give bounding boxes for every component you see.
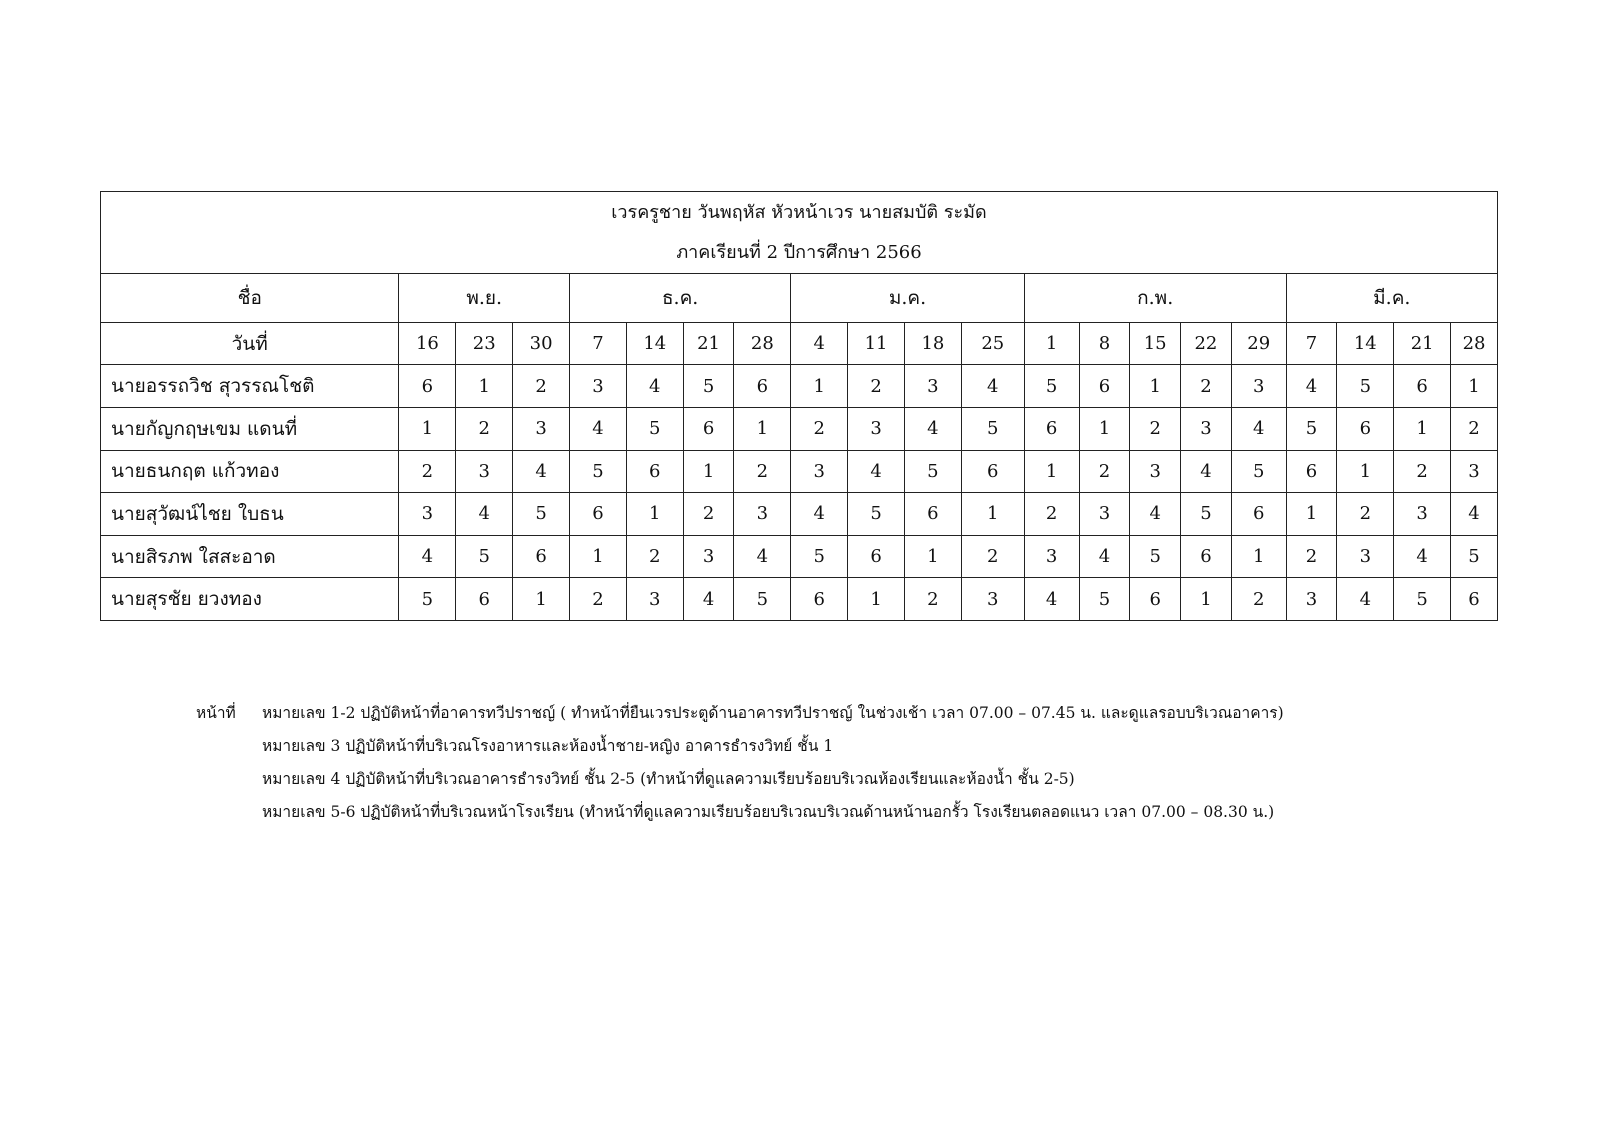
duty-number-cell: 6: [626, 450, 683, 493]
duty-number-cell: 3: [961, 578, 1024, 621]
table-row: [101, 408, 1498, 451]
duty-number-cell: 1: [848, 578, 905, 621]
duty-number-cell: 5: [513, 493, 570, 536]
duty-number-cell: 3: [1451, 450, 1498, 493]
duty-number-cell: 5: [399, 578, 456, 621]
duty-number-cell: 5: [791, 535, 848, 578]
duty-number-cell: 2: [1079, 450, 1130, 493]
duty-number-cell: 3: [791, 450, 848, 493]
table-row: [101, 450, 1498, 493]
duty-number-cell: 4: [399, 535, 456, 578]
title-line-2: ภาคเรียนที่ 2 ปีการศึกษา 2566: [676, 241, 922, 263]
duty-number-cell: 5: [1451, 535, 1498, 578]
duty-number-cell: 5: [1231, 450, 1286, 493]
date-cell: 15: [1130, 322, 1181, 365]
note-line: [196, 730, 1446, 763]
teacher-name: นายกัญกฤษเขม แดนที่: [101, 408, 399, 451]
duty-number-cell: 3: [904, 365, 961, 408]
duty-number-cell: 6: [1337, 408, 1394, 451]
duty-number-cell: 4: [513, 450, 570, 493]
duty-number-cell: 6: [1079, 365, 1130, 408]
duty-number-cell: 1: [1231, 535, 1286, 578]
duty-schedule-table: [100, 191, 1498, 621]
duty-number-cell: 1: [626, 493, 683, 536]
note-text: หมายเลข 5-6 ปฏิบัติหน้าที่บริเวณหน้าโรงเรียน (ทำหน้าที่ดูแลความเรียบร้อยบริเวณบริเวณด้านหน้านอกรั้ว โรงเรียนตลอดแนว เวลา 07.00 – 08.30 น.): [262, 803, 1275, 821]
duty-number-cell: 4: [1337, 578, 1394, 621]
duty-number-cell: 3: [1337, 535, 1394, 578]
duty-number-cell: 3: [1286, 578, 1337, 621]
date-cell: 18: [904, 322, 961, 365]
date-cell: 7: [570, 322, 627, 365]
date-cell: 14: [1337, 322, 1394, 365]
duty-number-cell: 2: [626, 535, 683, 578]
duty-number-cell: 5: [1079, 578, 1130, 621]
duty-number-cell: 5: [683, 365, 734, 408]
duty-number-cell: 1: [1079, 408, 1130, 451]
duty-number-cell: 2: [570, 578, 627, 621]
note-text: หมายเลข 3 ปฏิบัติหน้าที่บริเวณโรงอาหารและห้องน้ำชาย-หญิง อาคารธำรงวิทย์ ชั้น 1: [262, 737, 834, 755]
duty-number-cell: 3: [683, 535, 734, 578]
duty-number-cell: 3: [1079, 493, 1130, 536]
duty-number-cell: 4: [1024, 578, 1079, 621]
duty-number-cell: 1: [570, 535, 627, 578]
month-header: ธ.ค.: [570, 274, 791, 323]
duty-number-cell: 6: [570, 493, 627, 536]
duty-number-cell: 4: [456, 493, 513, 536]
duty-number-cell: 1: [1337, 450, 1394, 493]
note-text: หมายเลข 4 ปฏิบัติหน้าที่บริเวณอาคารธำรงวิทย์ ชั้น 2-5 (ทำหน้าที่ดูแลความเรียบร้อยบริเวณห้องเรียนและห้องน้ำ ชั้น 2-5): [262, 770, 1075, 788]
duty-number-cell: 4: [904, 408, 961, 451]
duty-number-cell: 2: [734, 450, 791, 493]
note-line: [196, 697, 1446, 730]
duty-number-cell: 2: [791, 408, 848, 451]
duty-number-cell: 6: [791, 578, 848, 621]
date-cell: 28: [734, 322, 791, 365]
duty-number-cell: 5: [1394, 578, 1451, 621]
duty-number-cell: 2: [1451, 408, 1498, 451]
teacher-name: นายสิรภพ ใสสะอาด: [101, 535, 399, 578]
date-cell: 11: [848, 322, 905, 365]
date-cell: 23: [456, 322, 513, 365]
duty-number-cell: 5: [904, 450, 961, 493]
duty-number-cell: 1: [904, 535, 961, 578]
duty-number-cell: 5: [1337, 365, 1394, 408]
duty-number-cell: 1: [1130, 365, 1181, 408]
duty-number-cell: 4: [1079, 535, 1130, 578]
duty-number-cell: 5: [456, 535, 513, 578]
duty-number-cell: 5: [626, 408, 683, 451]
date-cell: 25: [961, 322, 1024, 365]
table-row: [101, 493, 1498, 536]
duty-number-cell: 5: [734, 578, 791, 621]
duty-number-cell: 6: [1394, 365, 1451, 408]
duty-number-cell: 3: [1130, 450, 1181, 493]
duty-number-cell: 6: [513, 535, 570, 578]
duty-number-cell: 6: [1130, 578, 1181, 621]
teacher-name: นายอรรถวิช สุวรรณโชติ: [101, 365, 399, 408]
date-cell: 29: [1231, 322, 1286, 365]
teacher-name: นายธนกฤต แก้วทอง: [101, 450, 399, 493]
month-header-row: [101, 274, 1498, 323]
table-title: [101, 192, 1498, 274]
duty-number-cell: 1: [513, 578, 570, 621]
duty-number-cell: 1: [1181, 578, 1232, 621]
table-row: [101, 365, 1498, 408]
duty-number-cell: 2: [848, 365, 905, 408]
duty-number-cell: 6: [683, 408, 734, 451]
duty-number-cell: 1: [734, 408, 791, 451]
duty-number-cell: 2: [1024, 493, 1079, 536]
duty-number-cell: 3: [848, 408, 905, 451]
teacher-name: นายสุรชัย ยวงทอง: [101, 578, 399, 621]
note-text: หมายเลข 1-2 ปฏิบัติหน้าที่อาคารทวีปราชญ์ ( ทำหน้าที่ยืนเวรประตูด้านอาคารทวีปราชญ์ ในช่วงเช้า เวลา 07.00 – 07.45 น. และดูแลรอบบริเวณอาคาร): [262, 704, 1284, 722]
duty-number-cell: 4: [1231, 408, 1286, 451]
duty-number-cell: 6: [1451, 578, 1498, 621]
duty-number-cell: 1: [961, 493, 1024, 536]
duty-number-cell: 6: [961, 450, 1024, 493]
duty-number-cell: 6: [904, 493, 961, 536]
note-line: [196, 796, 1446, 829]
duty-number-cell: 6: [1286, 450, 1337, 493]
duty-number-cell: 6: [1231, 493, 1286, 536]
duty-number-cell: 4: [683, 578, 734, 621]
title-line-1: เวรครูชาย วันพฤหัส หัวหน้าเวร นายสมบัติ ระมัด: [611, 201, 987, 223]
duty-number-cell: 6: [848, 535, 905, 578]
date-header-row: [101, 322, 1498, 365]
duty-number-cell: 6: [1181, 535, 1232, 578]
duty-number-cell: 3: [399, 493, 456, 536]
duty-notes: [196, 697, 1446, 829]
duty-number-cell: 1: [1024, 450, 1079, 493]
duty-number-cell: 3: [570, 365, 627, 408]
duty-number-cell: 2: [1231, 578, 1286, 621]
duty-number-cell: 3: [1181, 408, 1232, 451]
duty-number-cell: 4: [1286, 365, 1337, 408]
duty-number-cell: 1: [1451, 365, 1498, 408]
duty-number-cell: 1: [1394, 408, 1451, 451]
duty-number-cell: 5: [1286, 408, 1337, 451]
duty-number-cell: 2: [1337, 493, 1394, 536]
duty-number-cell: 5: [570, 450, 627, 493]
duty-number-cell: 2: [399, 450, 456, 493]
duty-number-cell: 4: [1394, 535, 1451, 578]
note-line: [196, 763, 1446, 796]
duty-number-cell: 5: [848, 493, 905, 536]
date-cell: 16: [399, 322, 456, 365]
duty-number-cell: 4: [626, 365, 683, 408]
name-header: ชื่อ: [101, 274, 399, 323]
duty-number-cell: 3: [513, 408, 570, 451]
duty-number-cell: 4: [570, 408, 627, 451]
date-cell: 1: [1024, 322, 1079, 365]
duty-number-cell: 2: [1181, 365, 1232, 408]
duty-number-cell: 5: [1181, 493, 1232, 536]
duty-number-cell: 5: [1130, 535, 1181, 578]
duty-number-cell: 1: [791, 365, 848, 408]
duty-number-cell: 2: [1286, 535, 1337, 578]
duty-number-cell: 6: [1024, 408, 1079, 451]
duty-number-cell: 6: [734, 365, 791, 408]
duty-number-cell: 1: [1286, 493, 1337, 536]
duty-number-cell: 4: [1130, 493, 1181, 536]
date-cell: 21: [1394, 322, 1451, 365]
duty-number-cell: 2: [1130, 408, 1181, 451]
duty-number-cell: 3: [456, 450, 513, 493]
date-cell: 30: [513, 322, 570, 365]
duty-number-cell: 2: [456, 408, 513, 451]
duty-number-cell: 2: [1394, 450, 1451, 493]
date-cell: 14: [626, 322, 683, 365]
month-header: พ.ย.: [399, 274, 570, 323]
duty-number-cell: 1: [456, 365, 513, 408]
duty-number-cell: 2: [961, 535, 1024, 578]
duty-number-cell: 6: [399, 365, 456, 408]
duty-number-cell: 2: [513, 365, 570, 408]
duty-number-cell: 4: [1181, 450, 1232, 493]
date-cell: 8: [1079, 322, 1130, 365]
duty-number-cell: 5: [1024, 365, 1079, 408]
duty-number-cell: 4: [848, 450, 905, 493]
duty-number-cell: 3: [1394, 493, 1451, 536]
month-header: มี.ค.: [1286, 274, 1497, 323]
duty-number-cell: 3: [734, 493, 791, 536]
date-cell: 28: [1451, 322, 1498, 365]
duty-number-cell: 4: [791, 493, 848, 536]
duty-number-cell: 1: [399, 408, 456, 451]
date-header: วันที่: [101, 322, 399, 365]
duty-number-cell: 2: [904, 578, 961, 621]
teacher-name: นายสุวัฒน์ไชย ใบธน: [101, 493, 399, 536]
duty-number-cell: 4: [734, 535, 791, 578]
date-cell: 21: [683, 322, 734, 365]
duty-number-cell: 3: [626, 578, 683, 621]
duty-number-cell: 2: [683, 493, 734, 536]
duty-number-cell: 4: [961, 365, 1024, 408]
duty-number-cell: 5: [961, 408, 1024, 451]
table-row: [101, 535, 1498, 578]
duty-number-cell: 1: [683, 450, 734, 493]
duty-number-cell: 3: [1024, 535, 1079, 578]
notes-prefix: หน้าที่: [196, 704, 236, 722]
duty-number-cell: 6: [456, 578, 513, 621]
date-cell: 22: [1181, 322, 1232, 365]
duty-number-cell: 3: [1231, 365, 1286, 408]
month-header: ก.พ.: [1024, 274, 1286, 323]
table-row: [101, 578, 1498, 621]
date-cell: 7: [1286, 322, 1337, 365]
title-row: [101, 192, 1498, 274]
duty-number-cell: 4: [1451, 493, 1498, 536]
month-header: ม.ค.: [791, 274, 1024, 323]
date-cell: 4: [791, 322, 848, 365]
